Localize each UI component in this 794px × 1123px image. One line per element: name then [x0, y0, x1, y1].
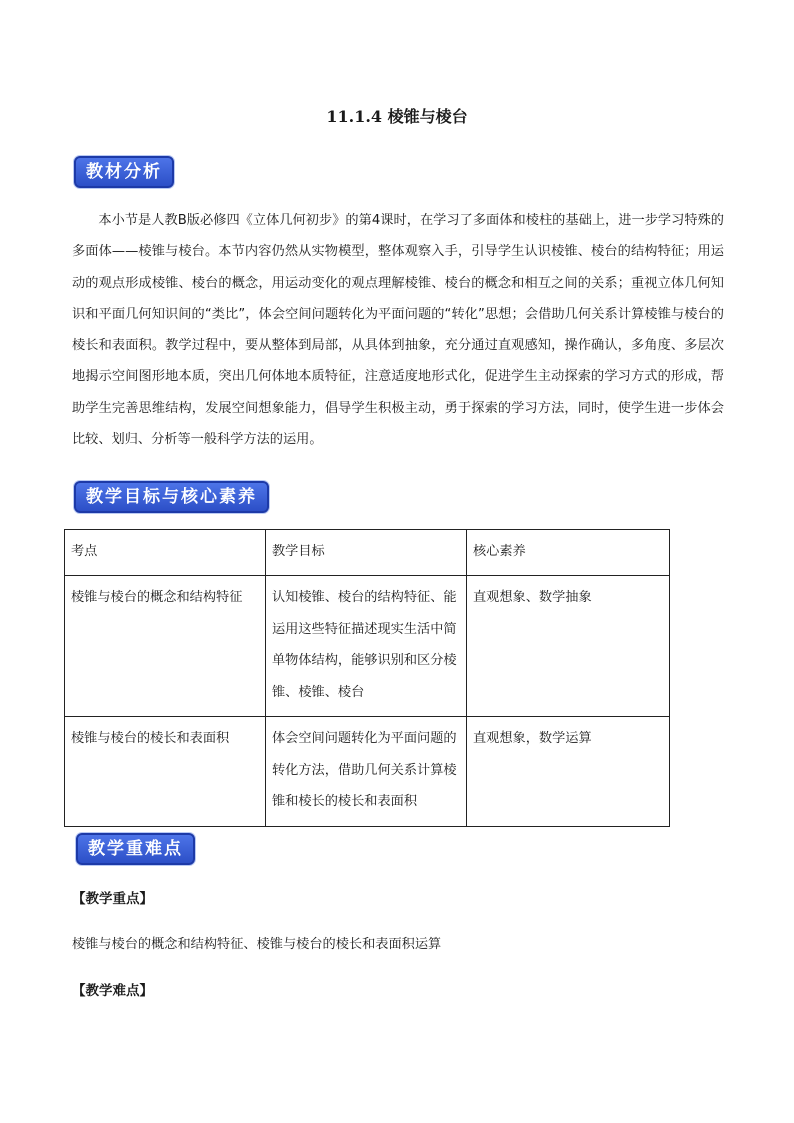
table-cell: 体会空间问题转化为平面问题的转化方法，借助几何关系计算棱锥和棱长的棱长和表面积 — [266, 717, 467, 827]
key-points-label: 【教学重点】 — [72, 891, 153, 907]
table-header-cell: 核心素养 — [467, 530, 670, 576]
table-row — [65, 717, 670, 827]
table-header-row — [65, 530, 670, 576]
table-row — [65, 576, 670, 717]
section-heading-keypoints: 教学重难点 — [76, 833, 195, 865]
difficulty-label: 【教学难点】 — [72, 983, 153, 999]
table-cell: 直观想象、数学抽象 — [467, 576, 670, 717]
section-heading-goals: 教学目标与核心素养 — [74, 481, 269, 513]
table-header-cell: 考点 — [65, 530, 266, 576]
table-header-cell: 教学目标 — [266, 530, 467, 576]
table-cell: 直观想象，数学运算 — [467, 717, 670, 827]
analysis-paragraph: 本小节是人教B版必修四《立体几何初步》的第4课时，在学习了多面体和棱柱的基础上，进一步学习特殊的多面体——棱锥与棱台。本节内容仍然从实物模型，整体观察入手，引导学生认识棱锥、棱台的结构特征；用运动的观点形成棱锥、棱台的概念，用运动变化的观点理解棱锥、棱台的概念和相互之间的关系；重视立体几何知识和平面几何知识间的“类比”，体会空间问题转化为平面问题的“转化”思想；会借助几何关系计算棱锥与棱台的棱长和表面积。教学过程中，要从整体到局部，从具体到抽象，充分通过直观感知，操作确认，多角度、多层次地揭示空间图形地本质，突出几何体地本质特征，注意适度地形式化，促进学生主动探索的学习方式的形成，帮助学生完善思维结构，发展空间想象能力，倡导学生积极主动，勇于探索的学习方法，同时，使学生进一步体会比较、划归、分析等一般科学方法的运用。 — [72, 213, 724, 448]
table-cell: 棱锥与棱台的概念和结构特征 — [65, 576, 266, 717]
table-cell: 认知棱锥、棱台的结构特征、能运用这些特征描述现实生活中简单物体结构，能够识别和区分棱锥、棱锥、棱台 — [266, 576, 467, 717]
table-cell: 棱锥与棱台的棱长和表面积 — [65, 717, 266, 827]
goals-table — [64, 529, 670, 827]
section-heading-analysis: 教材分析 — [74, 156, 174, 188]
page-title: 11.1.4 棱锥与棱台 — [326, 107, 468, 126]
key-points-text: 棱锥与棱台的概念和结构特征、棱锥与棱台的棱长和表面积运算 — [72, 937, 442, 952]
